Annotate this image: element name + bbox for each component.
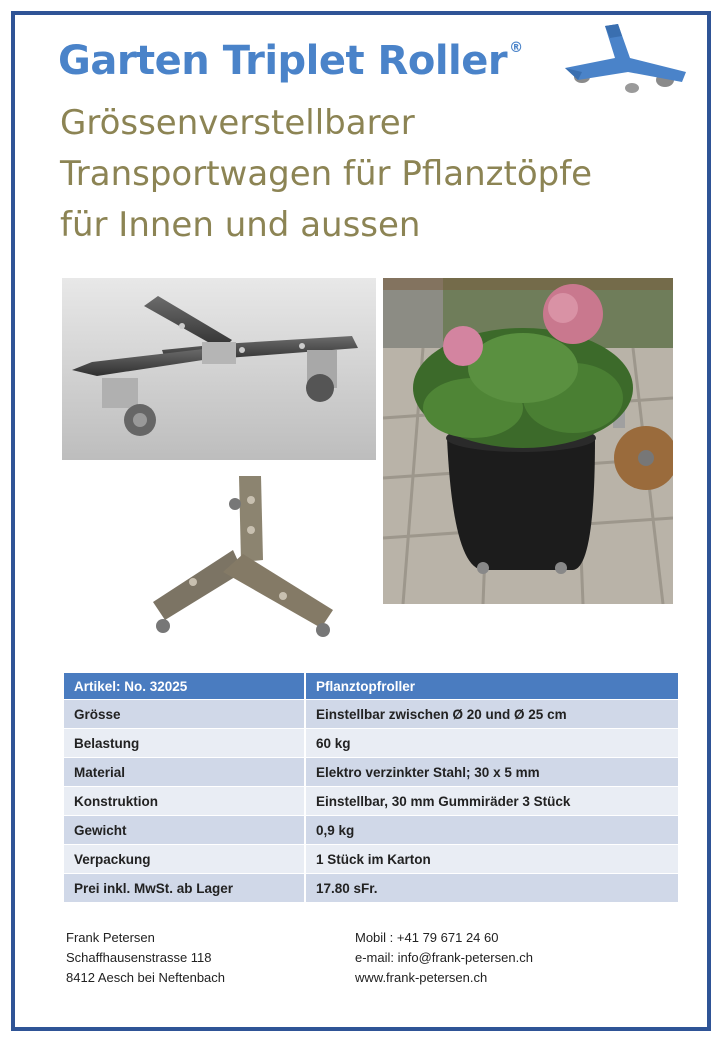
subtitle-line-3: für Innen und aussen [60,205,421,245]
spec-value: 1 Stück im Karton [305,845,678,874]
product-photo-rusted-roller [133,470,338,658]
product-type: Pflanztopfroller [305,673,678,700]
roller-logo-icon [560,20,690,98]
contact-mobile: Mobil : +41 79 671 24 60 [355,930,499,945]
contact-details [355,928,533,988]
table-row [64,758,678,787]
product-photo-pot-on-patio [383,278,673,604]
contact-street: Schaffhausenstrasse 118 [66,950,212,965]
spec-value: Einstellbar, 30 mm Gummiräder 3 Stück [305,787,678,816]
spec-table-header [64,673,678,700]
table-row [64,845,678,874]
subtitle-line-2: Transportwagen für Pflanztöpfe [60,154,593,194]
spec-value: 17.80 sFr. [305,874,678,903]
title-text: Garten Triplet Roller [58,38,508,84]
table-row [64,729,678,758]
table-row [64,874,678,903]
spec-label: Grösse [64,700,305,729]
spec-value: Einstellbar zwischen Ø 20 und Ø 25 cm [305,700,678,729]
contact-city: 8412 Aesch bei Neftenbach [66,970,226,985]
product-photo-metal-roller [62,278,376,460]
table-row [64,816,678,845]
spec-value: 0,9 kg [305,816,678,845]
contact-email[interactable]: e-mail: info@frank-petersen.ch [355,950,533,965]
spec-label: Konstruktion [64,787,305,816]
product-title [58,38,523,84]
spec-label: Gewicht [64,816,305,845]
spec-label: Verpackung [64,845,305,874]
spec-table [64,673,678,903]
table-row [64,700,678,729]
product-subtitle [60,98,660,251]
spec-label: Material [64,758,305,787]
spec-label: Prei inkl. MwSt. ab Lager [64,874,305,903]
table-row [64,787,678,816]
registered-mark: ® [509,40,523,56]
article-number: Artikel: No. 32025 [64,673,305,700]
postal-address [66,928,225,988]
subtitle-line-1: Grössenverstellbarer [60,103,415,143]
contact-name: Frank Petersen [66,930,155,945]
contact-website[interactable]: www.frank-petersen.ch [355,970,488,985]
spec-value: Elektro verzinkter Stahl; 30 x 5 mm [305,758,678,787]
spec-value: 60 kg [305,729,678,758]
spec-label: Belastung [64,729,305,758]
